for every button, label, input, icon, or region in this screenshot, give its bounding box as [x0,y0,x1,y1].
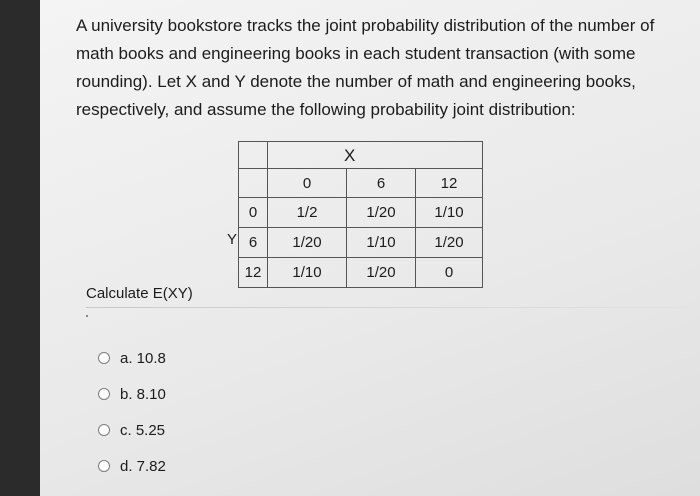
probability-cell: 1/20 [268,228,347,258]
probability-cell: 1/10 [347,228,416,258]
table-row [239,169,483,198]
y-axis-label: Y [227,231,238,248]
probability-cell: 0 [416,258,483,288]
option-label: a. 10.8 [120,349,166,367]
table-row [239,228,483,258]
question-text: A university bookstore tracks the joint probability distribution of the number of math books and engineering books in each student transaction (with some rounding). Let X and Y denote the number of math and engineering books, respectively, and assume the following probability joint distribution: [76,16,655,119]
option-label: b. 8.10 [120,385,166,403]
corner-cell [239,142,268,169]
x-axis-label: X [344,146,356,165]
probability-cell: 1/20 [416,228,483,258]
y-value-cell: 6 [239,228,268,258]
probability-cell: 1/20 [347,198,416,228]
radio-button[interactable] [98,388,110,400]
probability-cell: 1/10 [416,198,483,228]
option-c[interactable] [98,418,166,442]
answer-marker [86,315,88,317]
x-value-cell: 0 [268,169,347,198]
x-header-cell [268,142,483,169]
option-d[interactable] [98,454,166,478]
divider [86,307,686,308]
option-label: c. 5.25 [120,421,166,439]
probability-cell: 1/10 [268,258,347,288]
corner-cell [239,169,268,198]
probability-cell: 1/20 [347,258,416,288]
probability-cell: 1/2 [268,198,347,228]
option-a[interactable] [98,346,166,370]
radio-button[interactable] [98,352,110,364]
x-value-cell: 6 [347,169,416,198]
radio-button[interactable] [98,424,110,436]
table-row [239,258,483,288]
table-row [239,142,483,169]
x-value-cell: 12 [416,169,483,198]
table-row [239,198,483,228]
answer-options [98,346,166,490]
radio-button[interactable] [98,460,110,472]
y-value-cell: 0 [239,198,268,228]
option-b[interactable] [98,382,166,406]
y-value-cell: 12 [239,258,268,288]
joint-distribution-table [238,141,483,288]
prompt-text: Calculate E(XY) [86,285,193,302]
option-label: d. 7.82 [120,457,166,475]
